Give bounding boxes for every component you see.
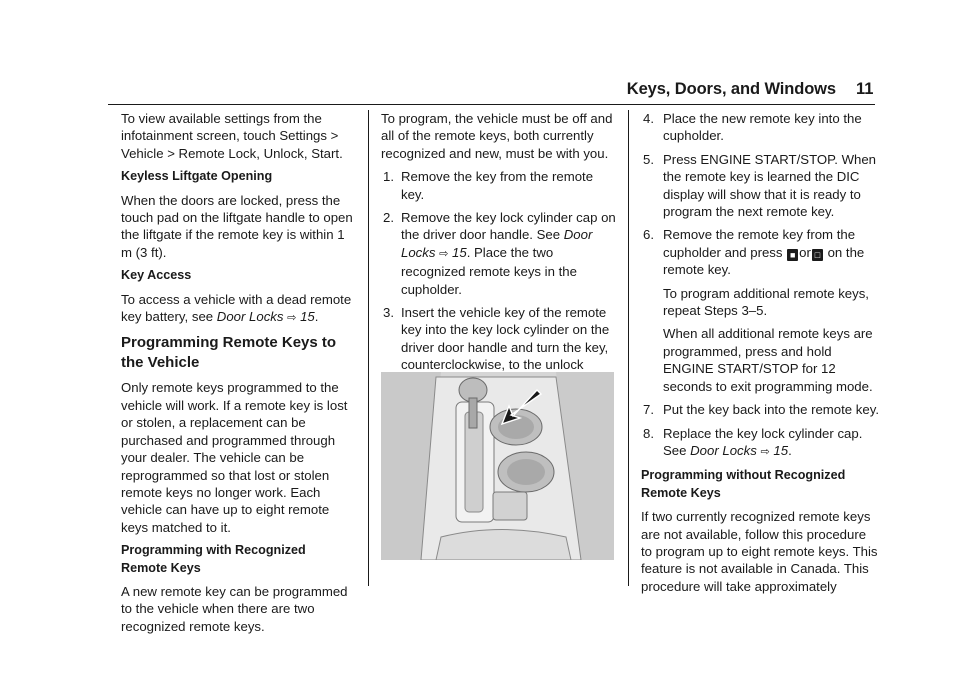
cupholder-illustration xyxy=(381,372,614,560)
chapter-title: Keys, Doors, and Windows xyxy=(626,80,836,98)
keyless-liftgate-paragraph: When the doors are locked, press the touch pad on the liftgate handle to open the liftgate if the remote key is within 1 m (3 ft). xyxy=(121,192,353,260)
list-item: 6. Remove the remote key from the cupholder and press ■ or □ on the remote key. To program additional remote keys, repeat Steps 3–5. When all additional remote keys are programmed, press and hold ENGINE START/STOP for 12 seconds to exit programming mode. xyxy=(643,227,873,394)
door-locks-link[interactable]: Door Locks xyxy=(216,309,284,325)
without-recognized-paragraph: If two currently recognized remote keys are not available, follow this procedure to program up to eight remote keys. This feature is not available in Canada. This procedure will take approximately xyxy=(641,509,878,594)
column-left xyxy=(121,110,353,641)
settings-paragraph: To view available settings from the infotainment screen, touch Settings > Vehicle > Remote Lock, Unlock, Start. xyxy=(121,111,343,161)
header-divider xyxy=(108,104,875,105)
page-ref-icon: ⇨ xyxy=(287,312,297,325)
lock-icon: ■ xyxy=(787,249,798,261)
key-access-paragraph: To access a vehicle with a dead remote key battery, see Door Locks ⇨ 15. xyxy=(121,291,352,325)
list-item: 7. Put the key back into the remote key. xyxy=(643,402,879,418)
list-item: 5. Press ENGINE START/STOP. When the remote key is learned the DIC display will show that it is ready to program the next remote key. xyxy=(643,151,877,220)
door-locks-link[interactable]: Door Locks xyxy=(401,227,593,260)
recognized-keys-heading: Programming with Recognized Remote Keys xyxy=(121,543,306,575)
list-item: 8. Replace the key lock cylinder cap. See Door Locks ⇨ 15. xyxy=(643,425,863,458)
column-divider xyxy=(628,110,629,586)
page-ref-number[interactable]: 15 xyxy=(773,442,789,458)
page-ref-icon: ⇨ xyxy=(760,445,770,458)
list-item: 3. Insert the vehicle key of the remote key into the key lock cylinder on the driver door handle and turn the key, counterclockwise, to the unlock xyxy=(383,305,610,373)
section-heading: Programming Remote Keys to the Vehicle xyxy=(121,334,337,372)
page-number: 11 xyxy=(856,80,874,98)
key-access-heading: Key Access xyxy=(121,268,192,283)
list-item: 1. Remove the key from the remote key. xyxy=(383,169,594,202)
section-paragraph: Only remote keys programmed to the vehicle will work. If a remote key is lost or stolen, a replacement can be purchased and programmed through your dealer. The vehicle can be reprogrammed so that lost or stolen remote keys no longer work. Each vehicle can have up to eight remote keys matched to it. xyxy=(121,380,348,535)
page-header xyxy=(0,0,960,108)
page-ref-number[interactable]: 15 xyxy=(300,309,315,325)
column-divider xyxy=(368,110,369,586)
keyless-liftgate-heading: Keyless Liftgate Opening xyxy=(121,169,273,184)
list-item: 2. Remove the key lock cylinder cap on the driver door handle. See Door Locks ⇨ 15. Place the two recognized remote keys in the cupholder. xyxy=(383,210,616,297)
steps-list xyxy=(641,110,879,461)
list-item: 4. Place the new remote key into the cupholder. xyxy=(643,111,862,144)
door-locks-link[interactable]: Door Locks xyxy=(690,442,757,458)
cupholder-drawing xyxy=(381,372,614,560)
unlock-icon: □ xyxy=(812,249,823,261)
program-intro-paragraph: To program, the vehicle must be off and all of the remote keys, both currently recognized and new, must be with you. xyxy=(381,111,613,161)
recognized-keys-paragraph: A new remote key can be programmed to the vehicle when there are two recognized remote keys. xyxy=(121,583,348,634)
page-ref-number[interactable]: 15 xyxy=(452,244,467,260)
column-right xyxy=(641,110,879,601)
without-recognized-heading: Programming without Recognized Remote Keys xyxy=(641,468,846,500)
page-ref-icon: ⇨ xyxy=(439,247,449,260)
